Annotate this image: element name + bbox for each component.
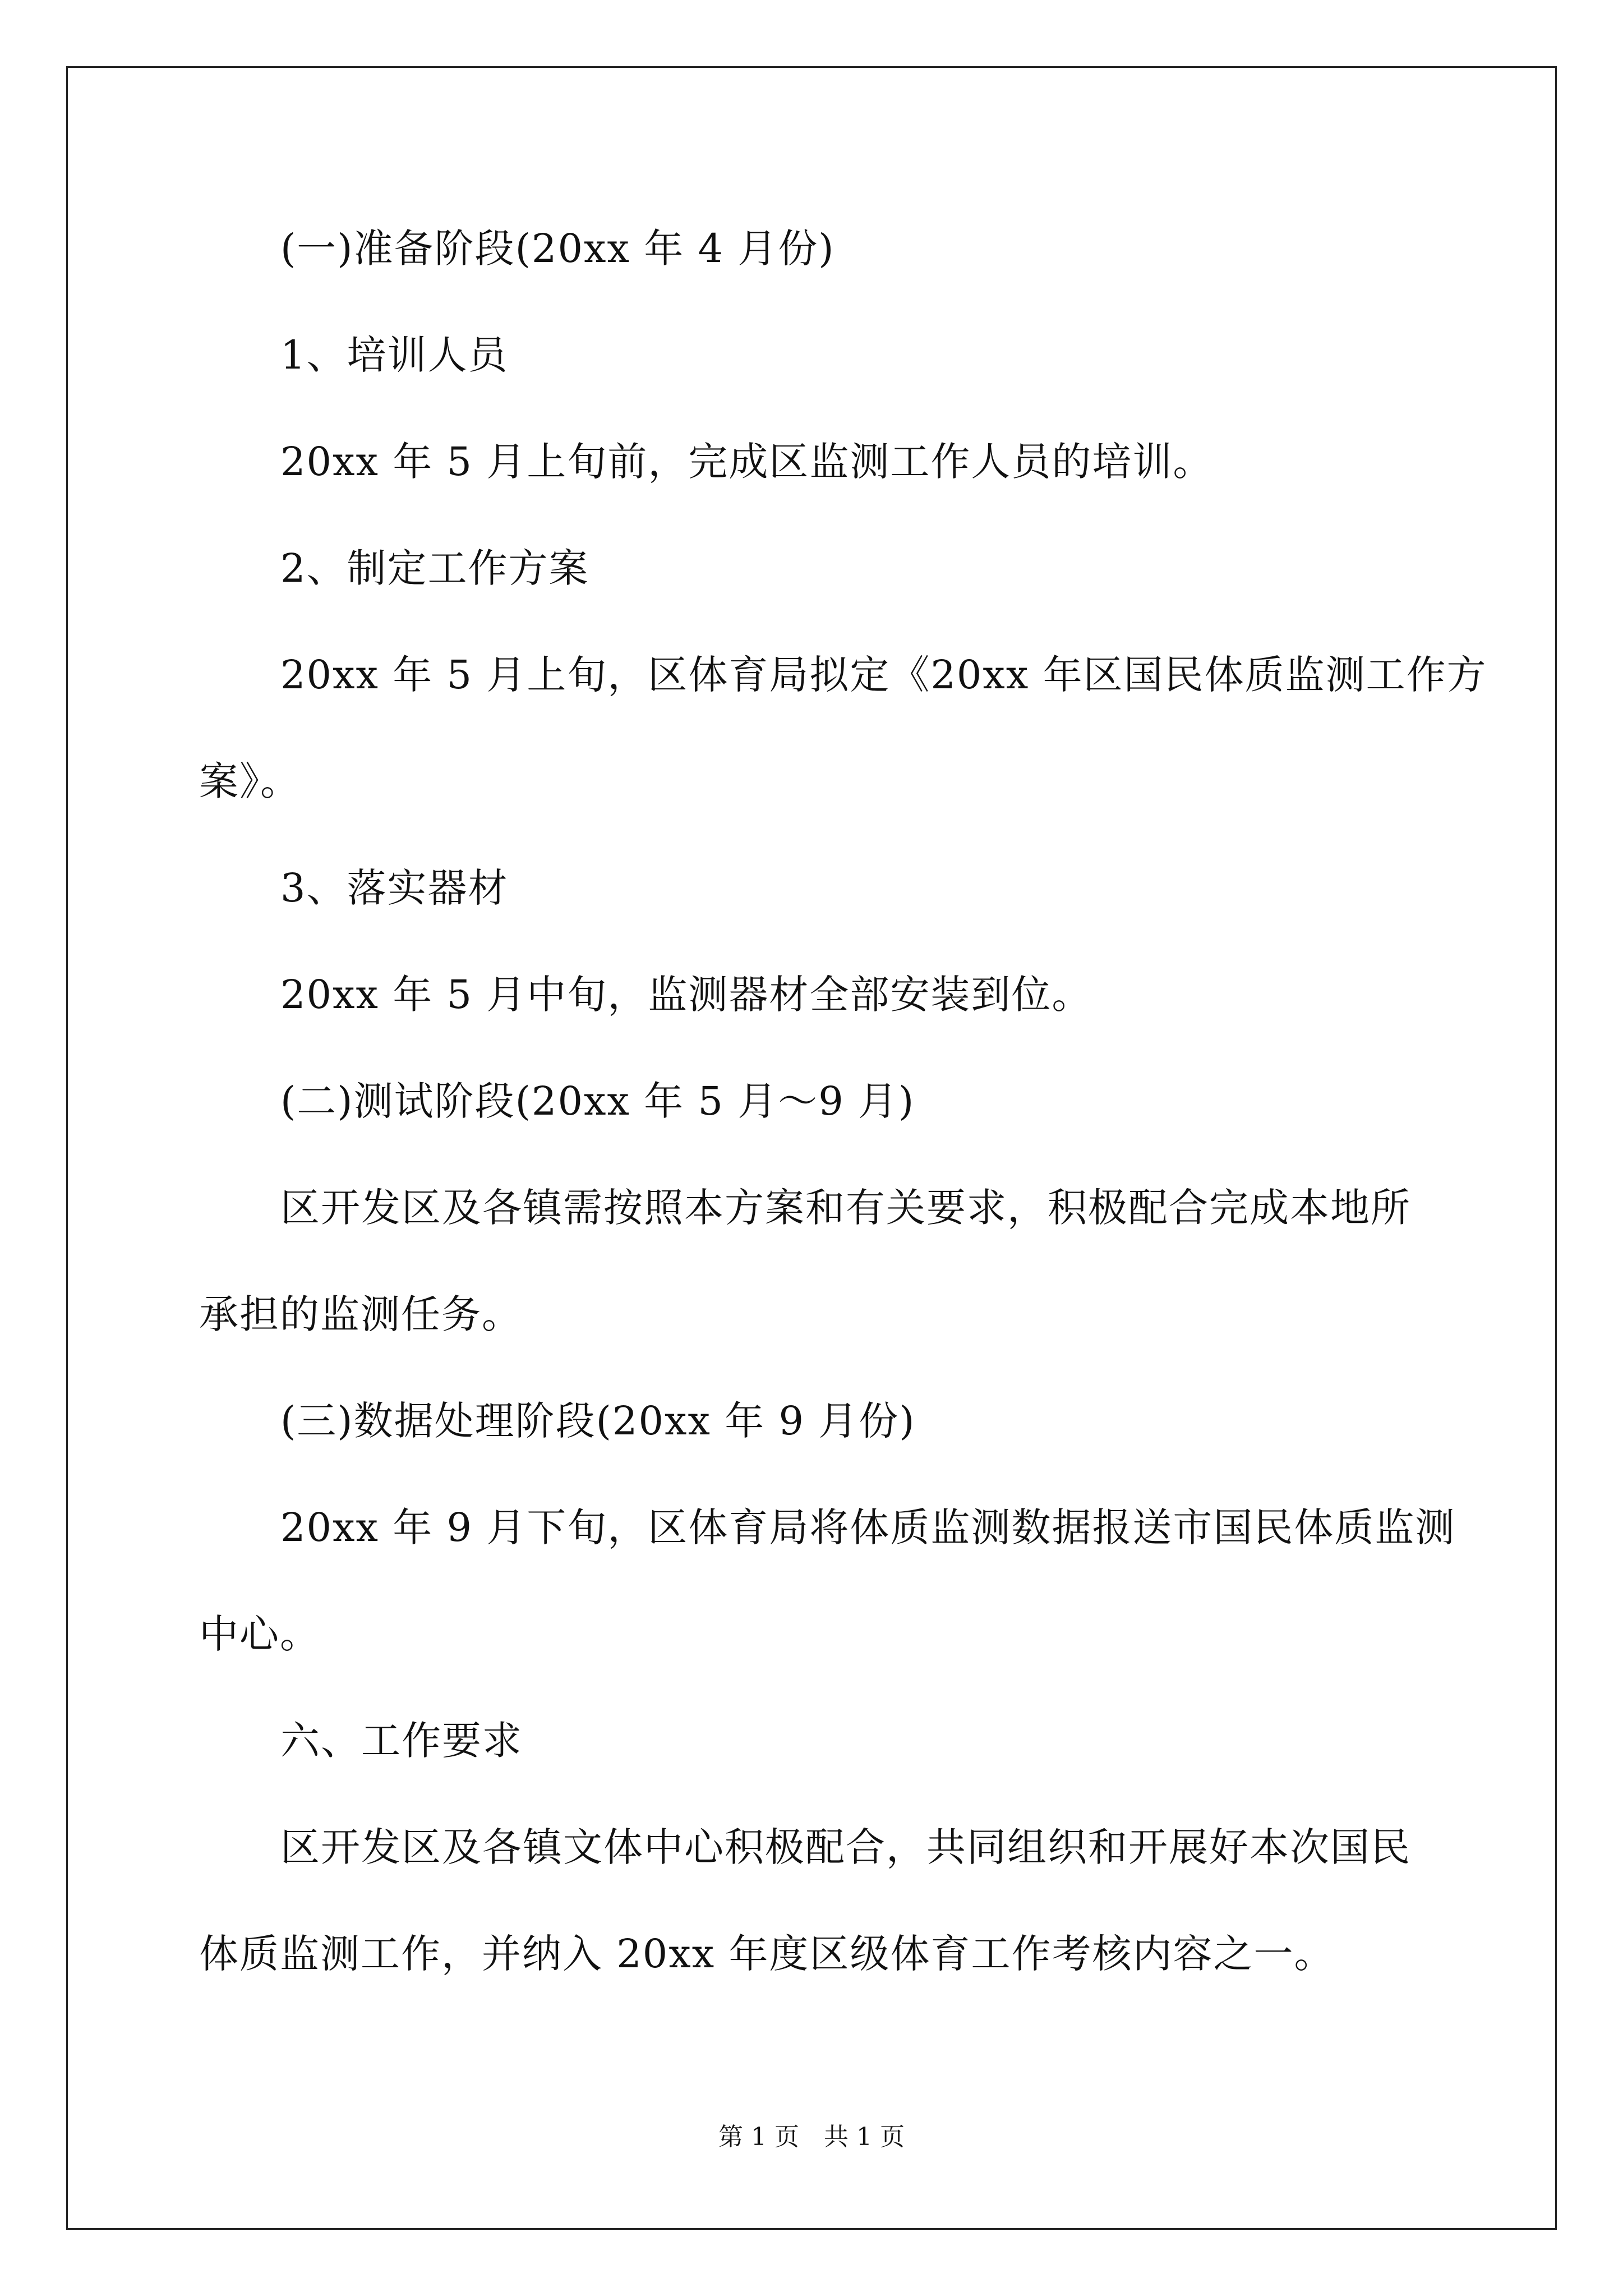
page-footer: 第 1 页 共 1 页 — [718, 2123, 905, 2151]
paragraph-training: 20xx 年 5 月上旬前，完成区监测工作人员的培训。 — [280, 439, 1214, 485]
paragraph-testing-line1: 区开发区及各镇需按照本方案和有关要求，积极配合完成本地所 — [280, 1185, 1411, 1231]
heading-testing-stage: (二)测试阶段(20xx 年 5 月～9 月) — [280, 1078, 915, 1124]
heading-preparation-stage: (一)准备阶段(20xx 年 4 月份) — [280, 226, 835, 272]
heading-work-requirements: 六、工作要求 — [280, 1718, 523, 1764]
paragraph-requirements-line1: 区开发区及各镇文体中心积极配合，共同组织和开展好本次国民 — [280, 1824, 1411, 1870]
page-border — [66, 66, 1557, 2230]
paragraph-requirements-line2: 体质监测工作，并纳入 20xx 年度区级体育工作考核内容之一。 — [199, 1931, 1335, 1977]
paragraph-equipment: 20xx 年 5 月中旬，监测器材全部安装到位。 — [280, 972, 1092, 1018]
paragraph-work-plan-line2: 案》。 — [199, 758, 301, 804]
heading-data-processing-stage: (三)数据处理阶段(20xx 年 9 月份) — [280, 1398, 916, 1444]
paragraph-data-processing-line2: 中心。 — [199, 1611, 320, 1657]
item-work-plan: 2、制定工作方案 — [280, 545, 589, 591]
item-training-personnel: 1、培训人员 — [280, 332, 509, 378]
paragraph-testing-line2: 承担的监测任务。 — [199, 1291, 522, 1337]
paragraph-work-plan-line1: 20xx 年 5 月上旬，区体育局拟定《20xx 年区国民体质监测工作方 — [280, 652, 1487, 698]
item-equipment: 3、落实器材 — [280, 865, 509, 911]
paragraph-data-processing-line1: 20xx 年 9 月下旬，区体育局将体质监测数据报送市国民体质监测 — [280, 1504, 1456, 1550]
